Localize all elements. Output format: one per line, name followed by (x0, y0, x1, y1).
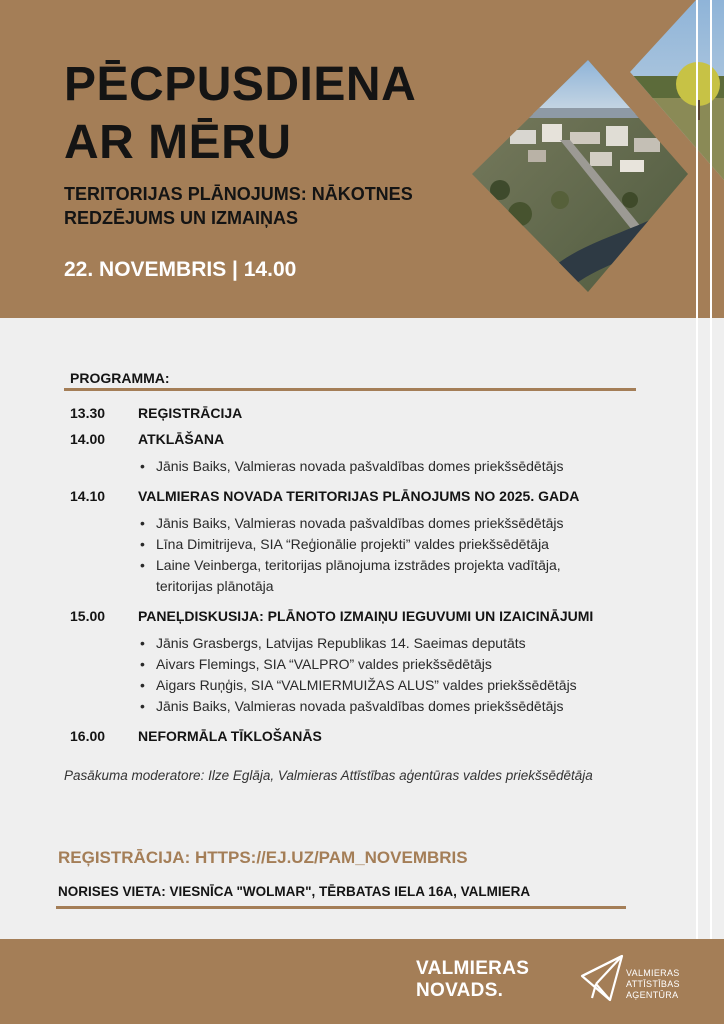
speaker-list (140, 633, 660, 717)
agenda-item (70, 483, 660, 509)
city-photo-collage (470, 0, 724, 300)
speaker-item: • Līna Dimitrijeva, SIA “Reģionālie projekti” valdes priekšsēdētāja (140, 534, 660, 555)
venue-divider (56, 906, 626, 909)
speaker-item: • Aigars Ruņģis, SIA “VALMIERMUIŽAS ALUS” valdes priekšsēdētājs (140, 675, 660, 696)
logo-novads-line-1: VALMIERAS (416, 958, 530, 979)
page-title (64, 56, 416, 172)
title-line-2: AR MĒRU (64, 116, 292, 169)
subtitle-line-1: TERITORIJAS PLĀNOJUMS: NĀKOTNES (64, 184, 413, 204)
subtitle-line-2: REDZĒJUMS UN IZMAIŅAS (64, 208, 299, 228)
speaker-item: • Aivars Flemings, SIA “VALPRO” valdes priekšsēdētājs (140, 654, 660, 675)
agenda-item (70, 426, 660, 452)
agenda-time: 16.00 (70, 728, 106, 744)
agency-line-2: ATTĪSTĪBAS (626, 979, 680, 989)
agenda-time: 13.30 (70, 405, 106, 421)
event-date: 22. NOVEMBRIS | 14.00 (64, 258, 297, 281)
agency-line-3: AĢENTŪRA (626, 990, 679, 1000)
program-heading: PROGRAMMA: (70, 370, 170, 386)
decorative-line-1 (696, 0, 698, 1024)
program-divider (64, 388, 636, 391)
agenda (70, 400, 660, 749)
speaker-item: • Jānis Grasbergs, Latvijas Republikas 14. Saeimas deputāts (140, 633, 660, 654)
decorative-line-2 (710, 0, 712, 1024)
agenda-title: ATKLĀŠANA (138, 431, 225, 447)
agency-line-1: VALMIERAS (626, 968, 680, 978)
speaker-list (140, 513, 660, 597)
logo-novads-line-2: NOVADS. (416, 980, 504, 1001)
agenda-title: NEFORMĀLA TĪKLOŠANĀS (138, 728, 322, 744)
title-line-1: PĒCPUSDIENA (64, 58, 417, 111)
speaker-item-continued: teritorijas plānotāja (156, 578, 274, 594)
registration-link[interactable]: REĢISTRĀCIJA: HTTPS://EJ.UZ/PAM_NOVEMBRIS (58, 848, 468, 867)
agenda-item (70, 603, 660, 629)
paper-plane-icon (580, 954, 624, 1004)
speaker-item: • Jānis Baiks, Valmieras novada pašvaldības domes priekšsēdētājs (140, 513, 660, 534)
valmieras-novads-logo (416, 958, 529, 1002)
speaker-item: • Laine Veinberga, teritorijas plānojuma izstrādes projekta vadītāja, (140, 555, 660, 576)
speaker-item: • Jānis Baiks, Valmieras novada pašvaldības domes priekšsēdētājs (140, 456, 660, 477)
agenda-title: PANEĻDISKUSIJA: PLĀNOTO IZMAIŅU IEGUVUMI UN IZAICINĀJUMI (138, 608, 594, 624)
speaker-item: • Jānis Baiks, Valmieras novada pašvaldības domes priekšsēdētājs (140, 696, 660, 717)
venue-info: NORISES VIETA: VIESNĪCA "WOLMAR", TĒRBATAS IELA 16A, VALMIERA (58, 884, 531, 899)
moderator-note: Pasākuma moderatore: Ilze Eglāja, Valmieras Attīstības aģentūras valdes priekšsēdētāja (64, 768, 593, 783)
agenda-time: 14.00 (70, 431, 106, 447)
agenda-title: REĢISTRĀCIJA (138, 405, 243, 421)
agenda-item (70, 400, 660, 426)
speaker-list (140, 456, 660, 477)
valmieras-attistibas-agentura-logo (626, 968, 680, 1001)
agenda-time: 15.00 (70, 608, 106, 624)
page-subtitle (64, 182, 464, 230)
agenda-time: 14.10 (70, 488, 106, 504)
agenda-title: VALMIERAS NOVADA TERITORIJAS PLĀNOJUMS NO 2025. GADA (138, 488, 580, 504)
agenda-item (70, 723, 660, 749)
